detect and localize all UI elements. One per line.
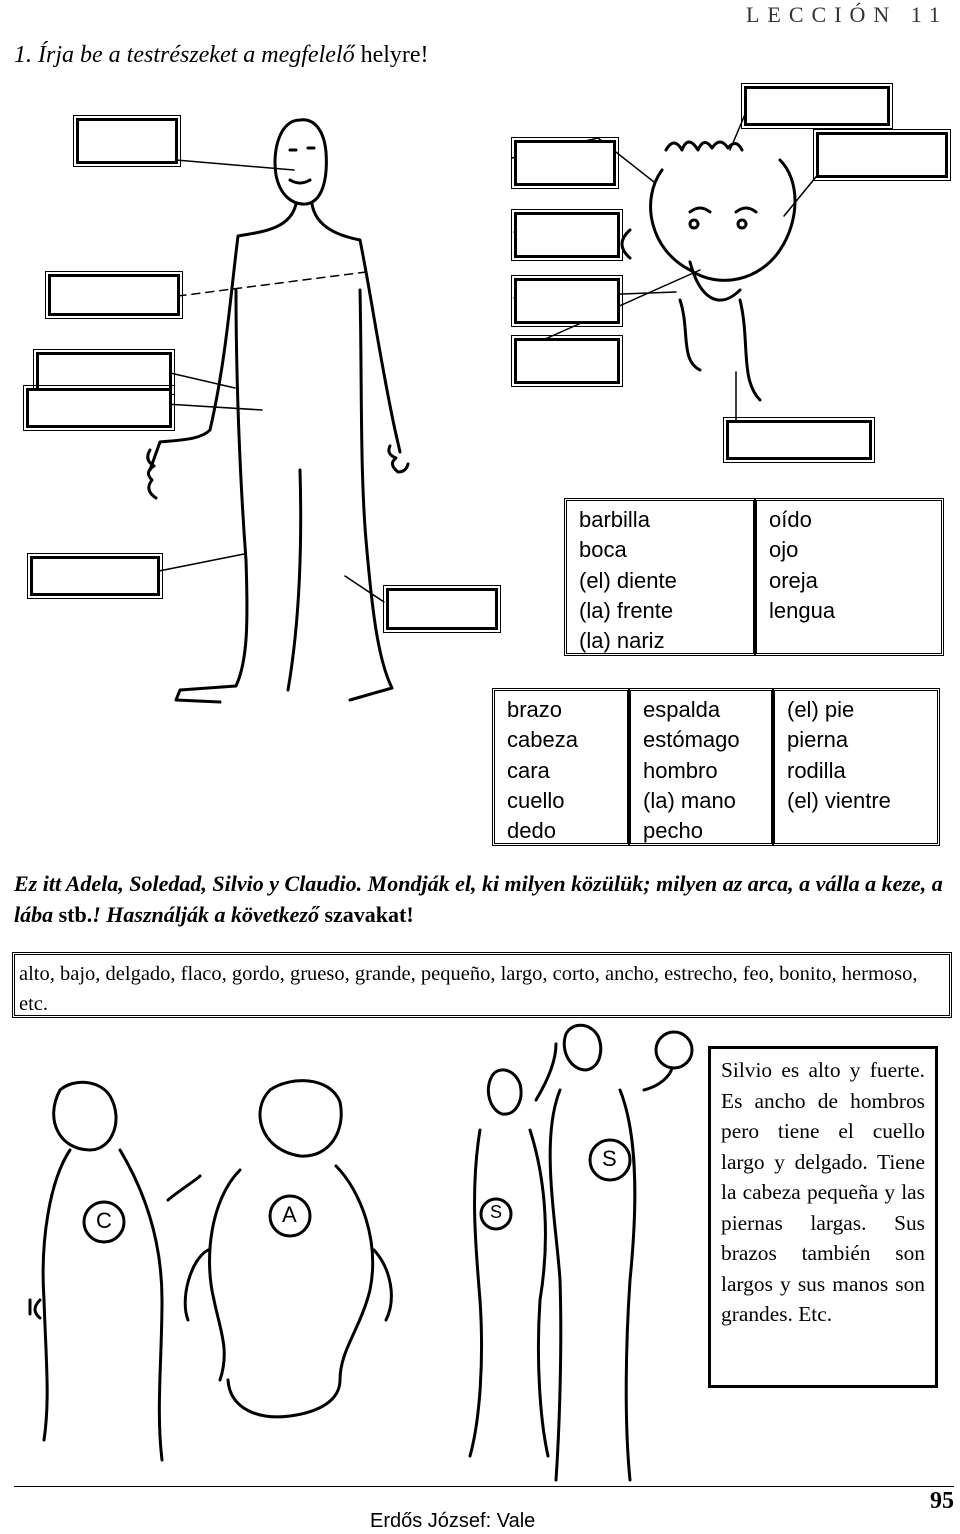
word-box-face-right [754,498,944,656]
label-box[interactable] [30,556,160,596]
footer-rule [14,1486,954,1487]
label-box[interactable] [514,140,616,186]
word-item: espalda [643,697,721,722]
label-box[interactable] [514,212,620,258]
lesson-header: LECCIÓN 11 [745,2,948,27]
word-box-face-left [564,498,756,656]
page-number: 95 [930,1488,954,1514]
word-box-body-2 [628,688,774,846]
task-2-prompt [14,868,954,930]
word-item: cabeza [507,727,578,753]
word-item: (la) nariz [579,628,665,654]
head-figure [622,142,795,400]
prompt-bold: szavakat! [324,902,414,927]
word-item: (el) diente [579,567,677,593]
word-item: hombro [643,757,718,783]
label-box[interactable] [726,420,872,460]
prompt-text-2: ! Használják a következő [92,902,319,927]
word-box-body-1 [492,688,630,846]
badge-claudio: C [96,1208,112,1233]
word-item: (la) frente [579,597,674,623]
word-item: (la) mano [643,787,736,813]
characters [30,1025,692,1480]
word-item: pierna [787,727,849,753]
word-item: cara [507,757,550,783]
prompt-stb: stb. [58,902,93,927]
label-box[interactable] [386,588,498,630]
task-1-bold: helyre! [360,42,429,68]
body-figure [148,120,408,702]
word-item: (el) pie [787,697,855,722]
label-box[interactable] [816,132,948,178]
word-item: rodilla [787,757,846,783]
adjective-list: alto, bajo, delgado, flaco, gordo, grueso, grande, pequeño, largo, corto, ancho, estrecho, feo, bonito, hermoso, etc. [12,952,952,1018]
label-box[interactable] [514,278,620,324]
badge-adela: A [282,1202,297,1227]
word-item: oído [769,507,812,532]
word-item: pecho [643,818,703,844]
word-box-body-3 [772,688,940,846]
footer-author: Erdős József: Vale [370,1510,536,1532]
word-item: oreja [769,567,818,593]
word-item: ojo [769,537,799,563]
label-box[interactable] [36,352,172,392]
label-box[interactable] [76,118,178,164]
badge-silvio: S [602,1146,617,1171]
word-item: estómago [643,727,740,753]
word-item: boca [579,537,627,563]
word-item: lengua [769,597,836,623]
label-box[interactable] [48,274,180,316]
word-item: (el) vientre [787,787,891,813]
word-item: cuello [507,787,565,813]
silvio-description: Silvio es alto y fuerte. Es ancho de hombros pero tiene el cuello largo y delgado. Tiene la cabeza pequeña y las piernas largas. Sus brazos también son largos y sus manos son grandes. Etc. [708,1046,938,1388]
word-item: brazo [507,697,563,722]
task-1-text: 1. Írja be a testrészeket a megfelelő [14,42,355,68]
word-item: dedo [507,818,556,844]
word-item: barbilla [579,507,650,532]
label-box[interactable] [26,388,172,428]
badge-soledad: S [490,1202,503,1222]
label-box[interactable] [514,338,620,384]
label-box[interactable] [744,86,890,126]
prompt-text: Ez itt Adela, Soledad, Silvio y Claudio. Mondják el, ki milyen közülük; milyen az arca, a válla a keze, a lába [14,871,943,927]
body-pointers [154,160,384,602]
